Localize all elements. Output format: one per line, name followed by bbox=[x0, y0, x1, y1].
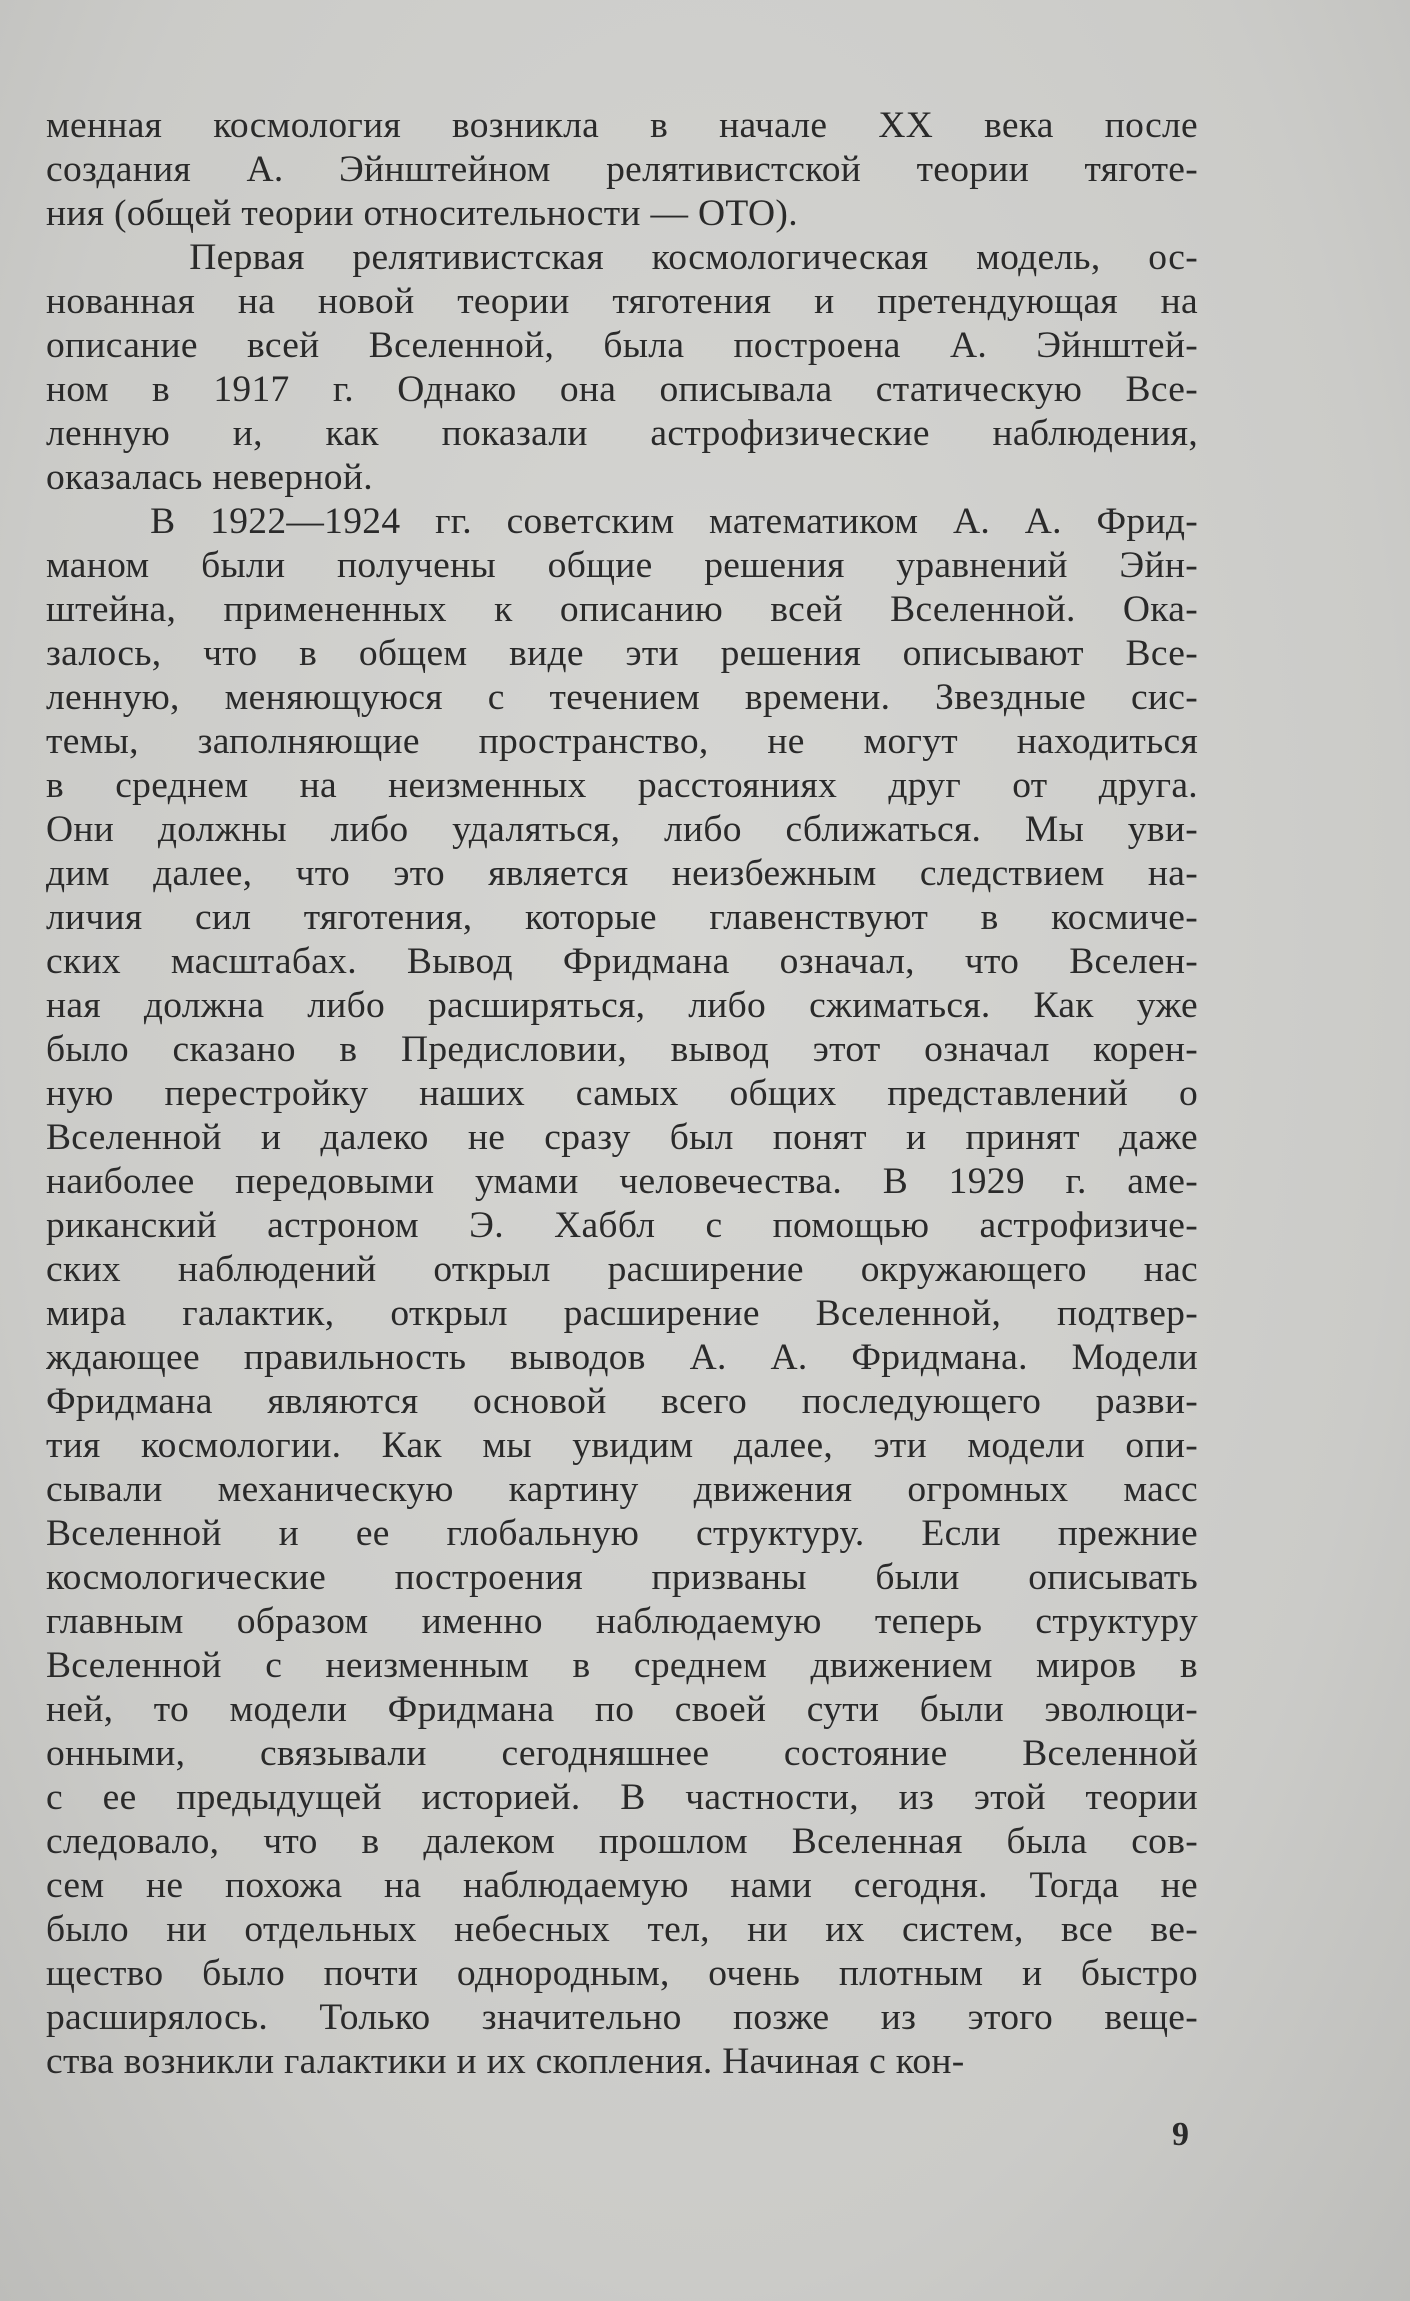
body-text bbox=[46, 104, 1198, 2084]
text-line: было ни отдельных небесных тел, ни их систем, все ве- bbox=[46, 1909, 1198, 1950]
text-line: ленную, меняющуюся с течением времени. Звездные сис- bbox=[46, 677, 1198, 718]
text-line: маном были получены общие решения уравнений Эйн- bbox=[46, 545, 1198, 586]
text-line: Они должны либо удаляться, либо сближаться. Мы уви- bbox=[46, 809, 1198, 850]
text-line: залось, что в общем виде эти решения описывают Все- bbox=[46, 633, 1198, 674]
text-line: мира галактик, открыл расширение Вселенной, подтвер- bbox=[46, 1293, 1198, 1334]
text-line: Вселенной и ее глобальную структуру. Если прежние bbox=[46, 1513, 1198, 1554]
text-line: онными, связывали сегодняшнее состояние Вселенной bbox=[46, 1733, 1198, 1774]
text-line: описание всей Вселенной, была построена А. Эйнштей- bbox=[46, 325, 1198, 366]
text-line: создания А. Эйнштейном релятивистской теории тяготе- bbox=[46, 149, 1198, 190]
text-line: ней, то модели Фридмана по своей сути были эволюци- bbox=[46, 1689, 1198, 1730]
text-line: космологические построения призваны были описывать bbox=[46, 1557, 1198, 1598]
text-line: главным образом именно наблюдаемую теперь структуру bbox=[46, 1601, 1198, 1642]
text-line: Фридмана являются основой всего последующего разви- bbox=[46, 1381, 1198, 1422]
text-line: ная должна либо расширяться, либо сжиматься. Как уже bbox=[46, 985, 1198, 1026]
text-line: Вселенной с неизменным в среднем движением миров в bbox=[46, 1645, 1198, 1686]
text-line: ния (общей теории относительности — ОТО). bbox=[46, 193, 798, 234]
text-line: менная космология возникла в начале XX века после bbox=[46, 105, 1198, 146]
text-line: ную перестройку наших самых общих представлений о bbox=[46, 1073, 1198, 1114]
text-line: темы, заполняющие пространство, не могут находиться bbox=[46, 721, 1198, 762]
text-line: тия космологии. Как мы увидим далее, эти модели опи- bbox=[46, 1425, 1198, 1466]
text-line: было сказано в Предисловии, вывод этот означал корен- bbox=[46, 1029, 1198, 1070]
text-line: с ее предыдущей историей. В частности, из этой теории bbox=[46, 1777, 1198, 1818]
text-line: сывали механическую картину движения огромных масс bbox=[46, 1469, 1198, 1510]
text-line: сем не похожа на наблюдаемую нами сегодня. Тогда не bbox=[46, 1865, 1198, 1906]
text-line: В 1922—1924 гг. советским математиком А. А. Фрид- bbox=[46, 501, 1198, 542]
text-line: ном в 1917 г. Однако она описывала статическую Все- bbox=[46, 369, 1198, 410]
text-line: следовало, что в далеком прошлом Вселенная была сов- bbox=[46, 1821, 1198, 1862]
text-line: ских масштабах. Вывод Фридмана означал, что Вселен- bbox=[46, 941, 1198, 982]
text-line: оказалась неверной. bbox=[46, 457, 373, 498]
text-line: в среднем на неизменных расстояниях друг от друга. bbox=[46, 765, 1198, 806]
text-line: ждающее правильность выводов А. А. Фридмана. Модели bbox=[46, 1337, 1198, 1378]
text-line: наиболее передовыми умами человечества. В 1929 г. аме- bbox=[46, 1161, 1198, 1202]
text-line: расширялось. Только значительно позже из этого веще- bbox=[46, 1997, 1198, 2038]
page-number: 9 bbox=[1172, 2116, 1189, 2153]
text-line: Первая релятивистская космологическая модель, ос- bbox=[46, 237, 1198, 278]
text-line: Вселенной и далеко не сразу был понят и принят даже bbox=[46, 1117, 1198, 1158]
text-line: дим далее, что это является неизбежным следствием на- bbox=[46, 853, 1198, 894]
text-line: ских наблюдений открыл расширение окружающего нас bbox=[46, 1249, 1198, 1290]
text-line: личия сил тяготения, которые главенствуют в космиче- bbox=[46, 897, 1198, 938]
text-line: щество было почти однородным, очень плотным и быстро bbox=[46, 1953, 1198, 1994]
text-line: нованная на новой теории тяготения и претендующая на bbox=[46, 281, 1198, 322]
text-line: ства возникли галактики и их скопления. Начиная с кон- bbox=[46, 2041, 965, 2082]
text-line: ленную и, как показали астрофизические наблюдения, bbox=[46, 413, 1198, 454]
text-line: риканский астроном Э. Хаббл с помощью астрофизиче- bbox=[46, 1205, 1198, 1246]
text-line: штейна, примененных к описанию всей Вселенной. Ока- bbox=[46, 589, 1198, 630]
